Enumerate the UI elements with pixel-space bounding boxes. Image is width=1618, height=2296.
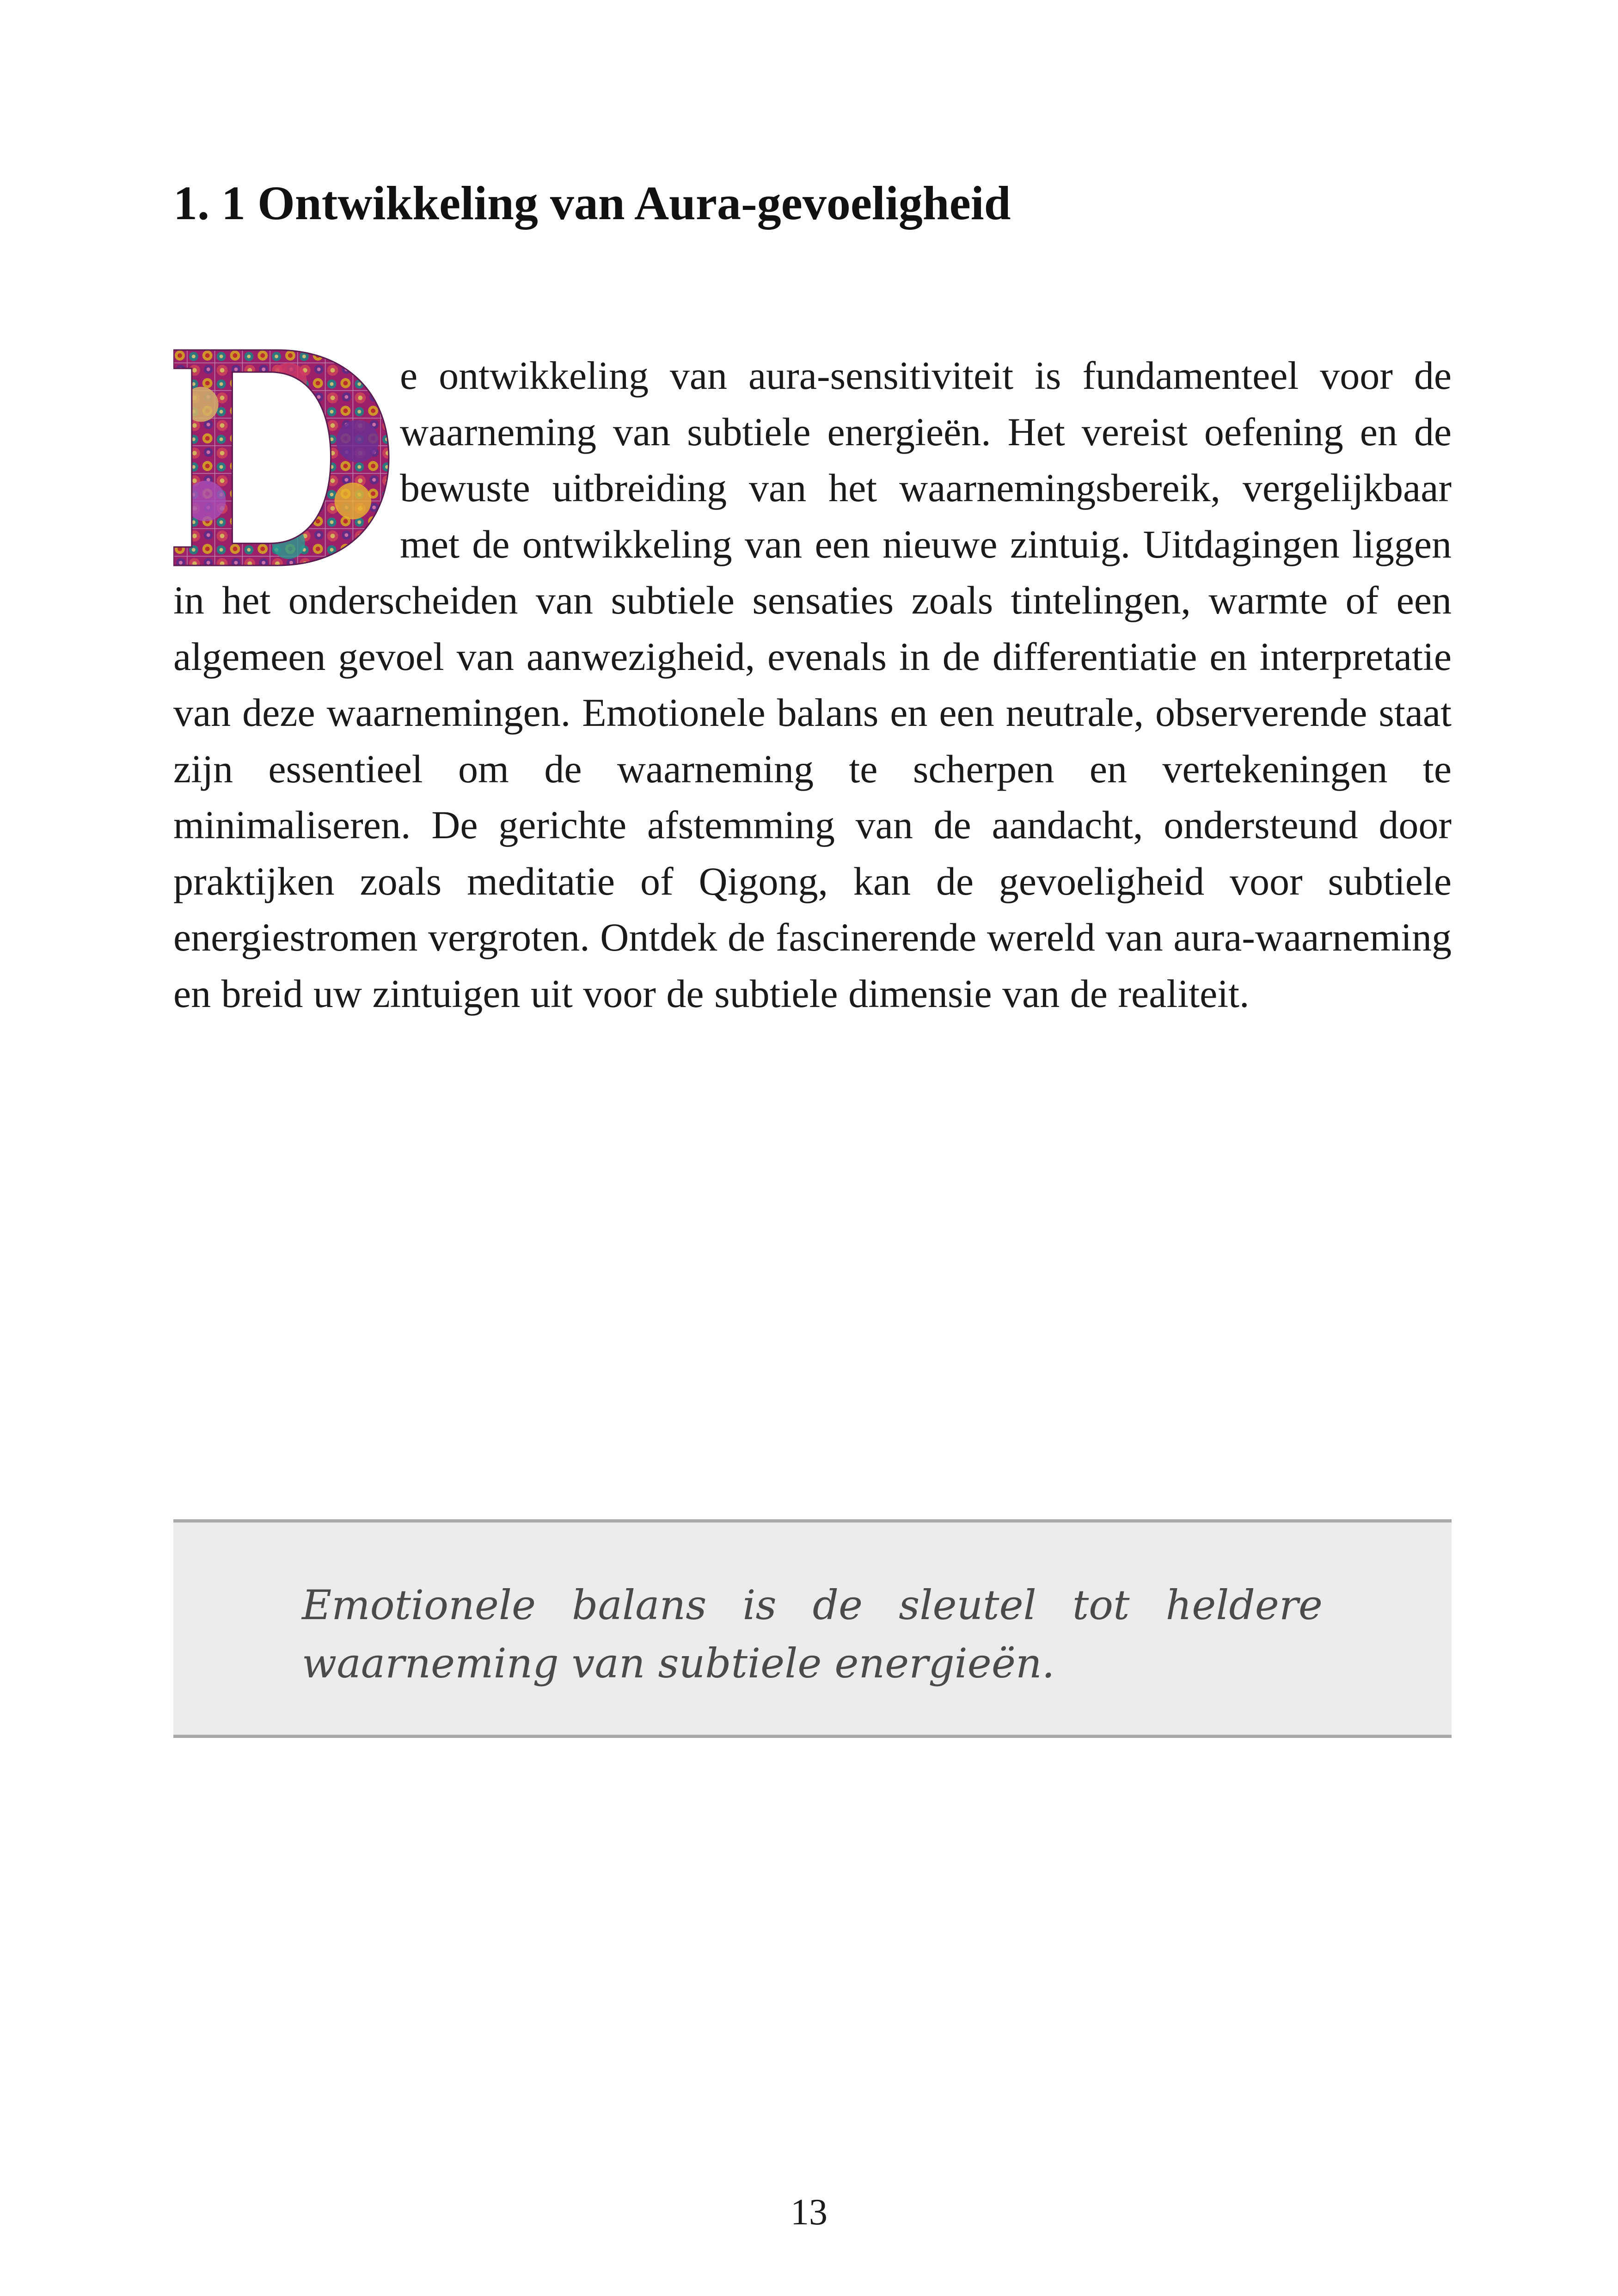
page-number: 13 <box>791 2192 827 2233</box>
decorative-drop-cap <box>173 348 400 572</box>
pull-quote-text: Emotionele balans is de sleutel tot heldere waarneming van subtiele energieën. <box>302 1581 1323 1687</box>
section-heading: 1. 1 Ontwikkeling van Aura-gevoeligheid <box>173 177 1011 230</box>
pull-quote-box <box>173 1519 1452 1738</box>
ornamental-d-icon <box>173 349 390 567</box>
body-paragraph <box>173 348 1452 1022</box>
body-text: e ontwikkeling van aura-sensitiviteit is fundamenteel voor de waarneming van subtiele energieën. Het vereist oefening en de bewuste uitbreiding van het waarnemingsbereik, vergelijkbaar met de ontwikkeling van een nieuwe zintuig. Uitdagingen liggen in het onderscheiden van subtiele sensaties zoals tintelingen, warmte of een algemeen gevoel van aanwezigheid, evenals in de differentiatie en interpretatie van deze waarnemingen. Emotionele balans en een neutrale, observerende staat zijn essentieel om de waarneming te scherpen en vertekeningen te minimaliseren. De gerichte afstemming van de aandacht, ondersteund door praktijken zoals meditatie of Qigong, kan de gevoeligheid voor subtiele energiestromen vergroten. Ontdek de fascinerende wereld van aura-waarneming en breid uw zintuigen uit voor de subtiele dimensie van de realiteit. <box>173 353 1452 1016</box>
